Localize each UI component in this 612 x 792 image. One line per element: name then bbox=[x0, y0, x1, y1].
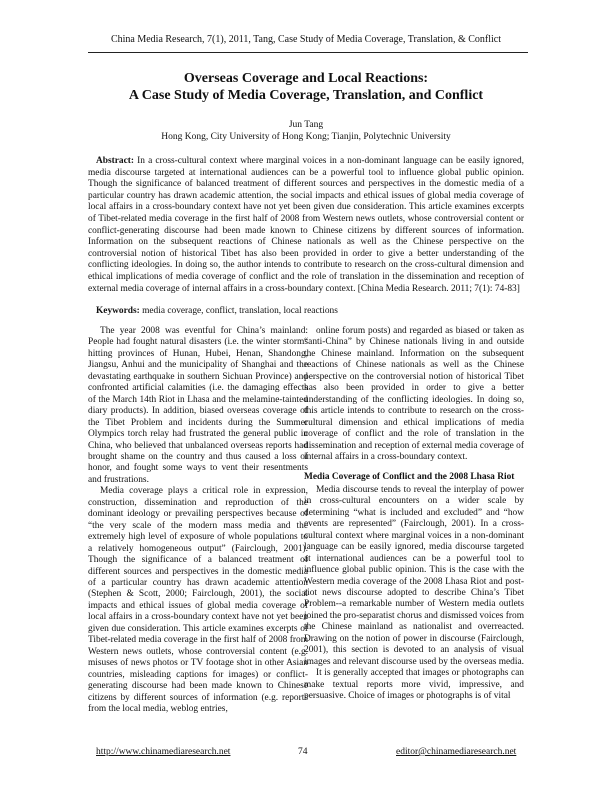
author-name: Jun Tang bbox=[288, 120, 324, 130]
left-column bbox=[88, 326, 308, 715]
section-heading: Media Coverage of Conflict and the 2008 Lhasa Riot bbox=[304, 472, 515, 483]
body-paragraph: The year 2008 was eventful for China’s mainland: People had fought natural disasters (i.e. the winter storms hitting provinces of Hunan, Hubei, Henan, Shandong, Jiangsu, Anhui and the municipality of Shanghai and the devastating earthquake in southern Sichuan Province) and confronted artificial calamities (i.e. the damaging effects of the March 14th Riot in Lhasa and the melamine-tainted diary products). In addition, biased overseas coverage of the Tibet Problem and incidents during the Summer Olympics torch relay had frustrated the general public in China, who believed that unbalanced overseas reports had brought shame on the country and thus caused a loss of honor, and fought some ways to vent their resentments and frustrations. bbox=[88, 326, 308, 485]
author-affiliation: Hong Kong, City University of Hong Kong; Tianjin, Polytechnic University bbox=[161, 132, 451, 142]
footer-email-link[interactable]: editor@chinamediaresearch.net bbox=[396, 747, 517, 757]
keywords-text: media coverage, conflict, translation, local reactions bbox=[139, 306, 338, 316]
page-number: 74 bbox=[298, 747, 308, 757]
right-column bbox=[304, 326, 524, 703]
running-head: China Media Research, 7(1), 2011, Tang, Case Study of Media Coverage, Translation, & Conflict bbox=[110, 34, 502, 45]
title-line-2: A Case Study of Media Coverage, Translation, and Conflict bbox=[128, 88, 484, 103]
body-paragraph: Media discourse tends to reveal the interplay of power in cross-cultural encounters on a wider scale by determining “what is included and excluded” and “how events are represented” (Fairclough, 2001). In a cross-cultural context where marginal voices in a non-dominant language can be easily ignored, media discourse targeted at international audiences can be a powerful tool to influence global public opinion. This is the case with the Western media coverage of the 2008 Lhasa Riot and post-riot news discourse adopted to describe China’s Tibet Problem--a remarkable number of Western media outlets joined the pro-separatist chorus and dismissed voices from the Chinese mainland as nationalist and overreacted. Drawing on the notion of power in discourse (Fairclough, 2001), this section is devoted to an analysis of visual images and relevant discourse used by the overseas media. bbox=[304, 484, 525, 667]
author-block bbox=[60, 119, 552, 143]
body-paragraph: It is generally accepted that images or photographs can make textual reports more vivid, impressive, and persuasive. Choice of images or photographs is of vital bbox=[304, 668, 524, 702]
abstract-text: In a cross-cultural context where marginal voices in a non-dominant language can be easily ignored, media discourse targeted at international audiences can be a powerful tool to influence global public opinion. Though the significance of balanced treatment of different sources and perspectives in the domestic media of a particular country has drawn academic attention, the social impacts and ethical issues of global media coverage of local affairs in a cross-boundary context have not yet been given due consideration. This article examines excerpts of Tibet-related media coverage in the first half of 2008 from Western news outlets, whose controversial content or conflict-generating discourse had been made known to Chinese citizens by different sources of information. Information on the subsequent reactions of Chinese nationals as well as the Chinese perspective on the controversial notion of historical Tibet has also been provided in order to give a better understanding of the conflicting ideologies. In doing so, the author intends to contribute to research on the cross-cultural dimension and ethical implications of media coverage of conflict and the role of translation in the dissemination and reception of external media coverage of internal affairs in a cross-boundary context. [China Media Research. 2011; 7(1): 74-83] bbox=[88, 156, 524, 294]
abstract-label: Abstract: bbox=[96, 156, 135, 166]
abstract bbox=[88, 156, 524, 295]
keywords-label: Keywords: bbox=[96, 306, 140, 316]
keywords bbox=[96, 306, 516, 318]
body-paragraph: online forum posts) and regarded as biased or taken as “anti-China” by Chinese nationals living in and outside the Chinese mainland. Information on the subsequent reactions of Chinese nationals as well as the Chinese perspective on the controversial notion of historical Tibet has also been provided in order to give a better understanding of the conflicting ideologies. In doing so, this article intends to contribute to research on the cross-cultural dimension and ethical implications of media coverage of conflict and the role of translation in the dissemination and reception of external media coverage of internal affairs in a cross-boundary context. bbox=[304, 326, 524, 462]
title-line-1: Overseas Coverage and Local Reactions: bbox=[183, 71, 429, 86]
footer-website-link[interactable]: http://www.chinamediaresearch.net bbox=[96, 747, 231, 757]
header-rule bbox=[88, 52, 528, 53]
body-paragraph: Media coverage plays a critical role in expression, construction, dissemination and reproduction of the dominant ideology or prevailing perspectives because of “the very scale of the modern mass media and the extremely high level of exposure of whole populations to a relatively homogeneous output” (Fairclough, 2001). Though the significance of a balanced treatment of different sources and perspectives in the domestic media of a particular country has drawn academic attention (Stephen & Scott, 2000; Fairclough, 2001), the social impacts and ethical issues of global media coverage of local affairs in a cross-boundary context have not yet been given due consideration. This article examines excerpts of Tibet-related media coverage in the first half of 2008 from Western news outlets, whose controversial content (e.g. misuses of news photos or TV footage shot in other Asian countries, misleading captions for images) or conflict-generating discourse had been made known to Chinese citizens by different sources of information (e.g. reports from the local media, weblog entries, bbox=[88, 486, 308, 714]
paper-title bbox=[60, 70, 552, 104]
